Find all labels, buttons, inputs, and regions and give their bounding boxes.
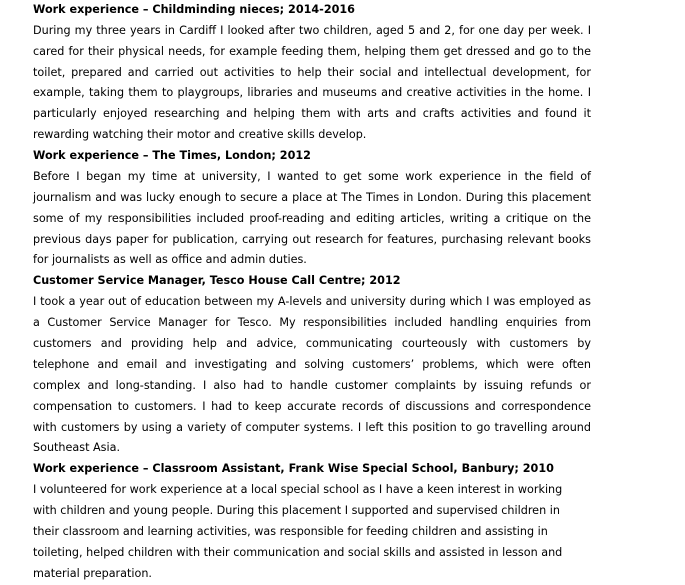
- section-childminding: [33, 0, 591, 146]
- cv-work-experience-document: [33, 0, 591, 585]
- section-heading: Customer Service Manager, Tesco House Call Centre; 2012: [33, 274, 401, 288]
- section-tesco: [33, 271, 591, 459]
- section-the-times: [33, 146, 591, 271]
- section-body: I volunteered for work experience at a local special school as I have a keen interest in working with children and young people. During this placement I supported and supervised children in their classroom and learning activities, was responsible for feeding children and assisting in toileting, helped children with their communication and social skills and assisted in lesson and material preparation.: [33, 483, 563, 580]
- section-heading: Work experience – Classroom Assistant, Frank Wise Special School, Banbury; 2010: [33, 462, 554, 476]
- section-body: During my three years in Cardiff I looked after two children, aged 5 and 2, for one day per week. I cared for their physical needs, for example feeding them, helping them get dressed and go to the toilet, prepared and carried out activities to help their social and intellectual development, for example, taking them to playgroups, libraries and museums and creative activities in the home. I particularly enjoyed researching and helping them with arts and crafts activities and found it rewarding watching their motor and creative skills develop.: [33, 23, 591, 142]
- section-body: Before I began my time at university, I wanted to get some work experience in the field of journalism and was lucky enough to secure a place at The Times in London. During this placement some of my responsibilities included proof-reading and editing articles, writing a critique on the previous days paper for publication, carrying out research for features, purchasing relevant books for journalists as well as office and admin duties.: [33, 169, 591, 267]
- section-body: I took a year out of education between my A-levels and university during which I was employed as a Customer Service Manager for Tesco. My responsibilities included handling enquiries from customers and providing help and advice, communicating courteously with customers by telephone and email and investigating and solving customers’ problems, which were often complex and long-standing. I also had to handle customer complaints by issuing refunds or compensation to customers. I had to keep accurate records of discussions and correspondence with customers by using a variety of computer systems. I left this position to go travelling around Southeast Asia.: [33, 295, 591, 455]
- section-heading: Work experience – Childminding nieces; 2014-2016: [33, 3, 355, 16]
- section-heading: Work experience – The Times, London; 2012: [33, 149, 311, 163]
